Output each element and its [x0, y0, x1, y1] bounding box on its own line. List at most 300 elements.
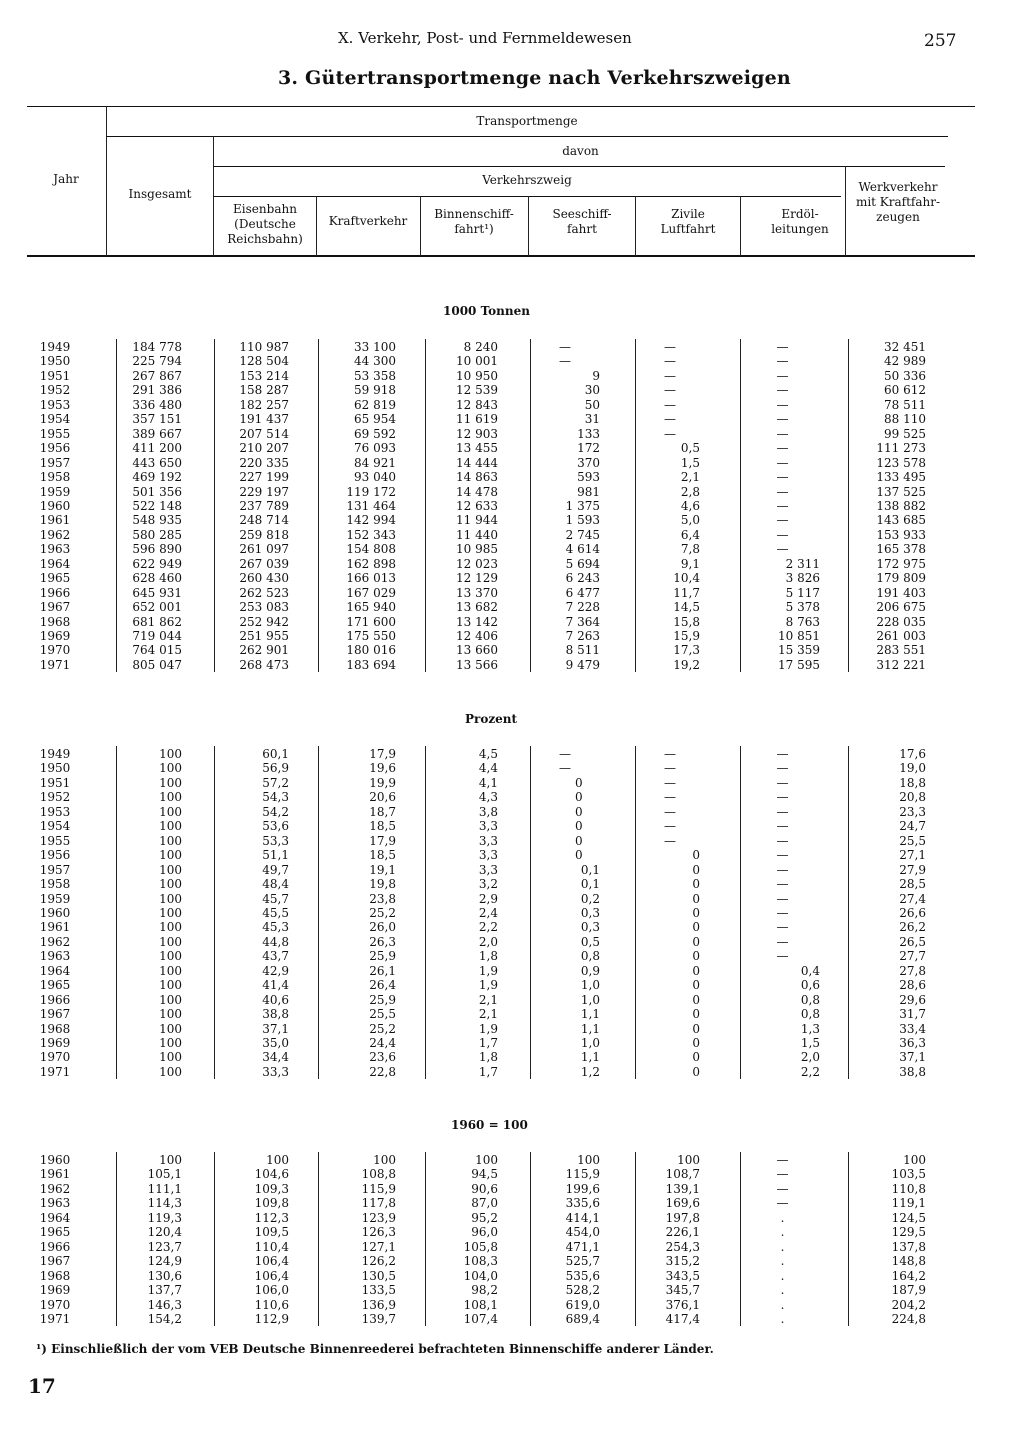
cell-erdoelleitungen: — [776, 747, 789, 761]
cell-erdoelleitungen: — [776, 1153, 789, 1167]
cell-seeschiffahrt: 0 [575, 790, 583, 805]
cell-luftfahrt: 197,8 [665, 1210, 700, 1225]
cell-binnenschiffahrt: 108,3 [463, 1254, 498, 1269]
cell-binnenschiffahrt: 1,7 [478, 1064, 498, 1079]
cell-erdoelleitungen: . [780, 1268, 785, 1283]
cell-werkverkehr: 138 882 [876, 498, 926, 513]
cell-insgesamt: 100 [159, 949, 182, 964]
cell-kraftverkehr: 180 016 [346, 643, 396, 658]
cell-seeschiffahrt: 6 243 [565, 571, 600, 586]
cell-binnenschiffahrt: 11 619 [456, 412, 498, 427]
cell-erdoelleitungen: 5 117 [785, 585, 820, 600]
cell-kraftverkehr: 126,2 [361, 1254, 396, 1269]
cell-luftfahrt: 0 [692, 1064, 700, 1079]
cell-binnenschiffahrt: 12 903 [456, 426, 498, 441]
cell-werkverkehr: 36,3 [899, 1036, 926, 1050]
cell-luftfahrt: 0 [692, 1021, 700, 1036]
cell-erdoelleitungen: 1,3 [800, 1021, 820, 1036]
cell-binnenschiffahrt: 8 240 [463, 340, 498, 354]
cell-insgesamt: 805 047 [132, 657, 182, 672]
cell-insgesamt: 100 [159, 934, 182, 949]
cell-kraftverkehr: 139,7 [361, 1311, 396, 1326]
cell-werkverkehr: 25,5 [899, 833, 926, 848]
cell-erdoelleitungen: . [780, 1297, 785, 1312]
cell-werkverkehr: 26,2 [899, 920, 926, 935]
cell-kraftverkehr: 123,9 [361, 1210, 396, 1225]
cell-werkverkehr: 20,8 [899, 790, 926, 805]
cell-year: 1960 [39, 1153, 71, 1167]
cell-kraftverkehr: 25,2 [369, 905, 396, 920]
cell-eisenbahn: 262 523 [239, 585, 289, 600]
cell-kraftverkehr: 19,6 [369, 761, 396, 776]
cell-kraftverkehr: 133,5 [361, 1283, 396, 1298]
cell-year: 1949 [39, 340, 71, 354]
cell-year: 1949 [39, 747, 71, 761]
cell-year: 1968 [39, 614, 71, 629]
header-top-rule [27, 106, 975, 107]
cell-seeschiffahrt: 5 694 [565, 556, 600, 571]
cell-year: 1967 [39, 1007, 71, 1022]
cell-year: 1970 [39, 1050, 71, 1065]
cell-erdoelleitungen: — [776, 775, 789, 790]
cell-werkverkehr: 99 525 [884, 426, 926, 441]
cell-seeschiffahrt: 535,6 [565, 1268, 600, 1283]
cell-luftfahrt: 100 [677, 1153, 700, 1167]
cell-werkverkehr: 27,7 [899, 949, 926, 964]
cell-insgesamt: 100 [159, 1036, 182, 1050]
cell-luftfahrt: 2,8 [680, 484, 700, 499]
cell-werkverkehr: 26,6 [899, 905, 926, 920]
cell-luftfahrt: — [664, 383, 676, 398]
cell-kraftverkehr: 136,9 [361, 1297, 396, 1312]
cell-year: 1967 [39, 1254, 71, 1269]
cell-seeschiffahrt: 1,0 [580, 978, 600, 993]
cell-kraftverkehr: 131 464 [346, 498, 396, 513]
cell-year: 1954 [39, 819, 71, 834]
cell-binnenschiffahrt: 13 455 [456, 441, 498, 456]
cell-binnenschiffahrt: 2,0 [478, 934, 498, 949]
cell-insgesamt: 137,7 [147, 1283, 182, 1298]
cell-werkverkehr: 18,8 [899, 775, 926, 790]
cell-year: 1963 [39, 949, 71, 964]
cell-eisenbahn: 158 287 [239, 383, 289, 398]
cell-seeschiffahrt: 0,8 [580, 949, 600, 964]
cell-year: 1962 [39, 1181, 71, 1196]
cell-luftfahrt: 108,7 [665, 1167, 700, 1182]
cell-insgesamt: 645 931 [132, 585, 182, 600]
cell-werkverkehr: 164,2 [891, 1268, 926, 1283]
cell-binnenschiffahrt: 107,4 [463, 1311, 498, 1326]
cell-kraftverkehr: 18,7 [369, 804, 396, 819]
cell-kraftverkehr: 142 994 [346, 513, 396, 528]
cell-insgesamt: 100 [159, 833, 182, 848]
cell-year: 1971 [39, 657, 71, 672]
cell-binnenschiffahrt: 2,4 [478, 905, 498, 920]
cell-luftfahrt: — [664, 747, 676, 761]
cell-seeschiffahrt: 0 [575, 819, 583, 834]
cell-luftfahrt: 0 [692, 963, 700, 978]
cell-eisenbahn: 112,9 [254, 1311, 289, 1326]
cell-insgesamt: 130,6 [147, 1268, 182, 1283]
cell-werkverkehr: 191 403 [876, 585, 926, 600]
cell-erdoelleitungen: . [780, 1210, 785, 1225]
cell-insgesamt: 100 [159, 877, 182, 892]
cell-year: 1961 [39, 513, 71, 528]
cell-kraftverkehr: 23,8 [369, 891, 396, 906]
cell-year: 1965 [39, 571, 71, 586]
cell-eisenbahn: 268 473 [239, 657, 289, 672]
cell-seeschiffahrt: 0,1 [580, 862, 600, 877]
cell-werkverkehr: 172 975 [876, 556, 926, 571]
cell-luftfahrt: 169,6 [665, 1196, 700, 1211]
cell-erdoelleitungen: — [776, 484, 789, 499]
cell-insgesamt: 622 949 [132, 556, 182, 571]
cell-kraftverkehr: 19,8 [369, 877, 396, 892]
cell-luftfahrt: 0 [692, 862, 700, 877]
cell-insgesamt: 114,3 [147, 1196, 182, 1211]
cell-seeschiffahrt: 0,5 [580, 934, 600, 949]
cell-kraftverkehr: 69 592 [354, 426, 396, 441]
cell-kraftverkehr: 152 343 [346, 527, 396, 542]
cell-werkverkehr: 137,8 [891, 1239, 926, 1254]
cell-erdoelleitungen: — [776, 891, 789, 906]
cell-seeschiffahrt: 619,0 [565, 1297, 600, 1312]
cell-werkverkehr: 28,6 [899, 978, 926, 993]
cell-luftfahrt: 0 [692, 992, 700, 1007]
cell-year: 1963 [39, 542, 71, 557]
col-werkverkehr: Werkverkehr mit Kraftfahr-zeugen [855, 180, 941, 224]
cell-werkverkehr: 24,7 [899, 819, 926, 834]
cell-seeschiffahrt: — [559, 761, 571, 776]
cell-seeschiffahrt: 0,2 [580, 891, 600, 906]
cell-eisenbahn: 227 199 [239, 470, 289, 485]
cell-werkverkehr: 224,8 [891, 1311, 926, 1326]
cell-eisenbahn: 253 083 [239, 600, 289, 615]
cell-eisenbahn: 53,6 [262, 819, 289, 834]
cell-seeschiffahrt: — [559, 340, 571, 354]
cell-binnenschiffahrt: 108,1 [463, 1297, 498, 1312]
cell-kraftverkehr: 167 029 [346, 585, 396, 600]
column-rule [740, 1152, 741, 1326]
cell-kraftverkehr: 19,9 [369, 775, 396, 790]
cell-eisenbahn: 109,5 [254, 1225, 289, 1240]
cell-erdoelleitungen: — [776, 527, 789, 542]
header-divider [528, 196, 529, 256]
cell-kraftverkehr: 108,8 [361, 1167, 396, 1182]
cell-binnenschiffahrt: 13 660 [456, 643, 498, 658]
cell-kraftverkehr: 154 808 [346, 542, 396, 557]
cell-luftfahrt: 7,8 [680, 542, 700, 557]
cell-binnenschiffahrt: 95,2 [471, 1210, 498, 1225]
cell-werkverkehr: 38,8 [899, 1064, 926, 1079]
cell-erdoelleitungen: — [776, 368, 789, 383]
cell-year: 1963 [39, 1196, 71, 1211]
cell-seeschiffahrt: 0,3 [580, 905, 600, 920]
cell-erdoelleitungen: — [776, 790, 789, 805]
cell-binnenschiffahrt: 94,5 [471, 1167, 498, 1182]
cell-erdoelleitungen: — [776, 1167, 789, 1182]
cell-year: 1952 [39, 383, 71, 398]
cell-year: 1966 [39, 1239, 71, 1254]
cell-seeschiffahrt: 199,6 [565, 1181, 600, 1196]
cell-luftfahrt: 15,8 [673, 614, 700, 629]
cell-binnenschiffahrt: 3,3 [478, 833, 498, 848]
cell-insgesamt: 291 386 [132, 383, 182, 398]
cell-insgesamt: 100 [159, 1021, 182, 1036]
cell-insgesamt: 100 [159, 1064, 182, 1079]
cell-seeschiffahrt: 7 364 [565, 614, 600, 629]
cell-kraftverkehr: 175 550 [346, 629, 396, 643]
cell-luftfahrt: — [664, 761, 676, 776]
cell-werkverkehr: 27,4 [899, 891, 926, 906]
cell-erdoelleitungen: . [780, 1311, 785, 1326]
cell-binnenschiffahrt: 14 863 [456, 470, 498, 485]
cell-kraftverkehr: 33 100 [354, 340, 396, 354]
cell-luftfahrt: — [664, 775, 676, 790]
header-divider [316, 196, 317, 256]
cell-erdoelleitungen: — [776, 412, 789, 427]
cell-seeschiffahrt: 981 [577, 484, 600, 499]
cell-year: 1959 [39, 891, 71, 906]
cell-seeschiffahrt: 1 593 [565, 513, 600, 528]
cell-kraftverkehr: 53 358 [354, 368, 396, 383]
cell-erdoelleitungen: — [776, 920, 789, 935]
cell-binnenschiffahrt: 13 142 [456, 614, 498, 629]
cell-kraftverkehr: 17,9 [369, 747, 396, 761]
cell-seeschiffahrt: 454,0 [565, 1225, 600, 1240]
cell-eisenbahn: 54,3 [262, 790, 289, 805]
cell-kraftverkehr: 17,9 [369, 833, 396, 848]
cell-insgesamt: 411 200 [132, 441, 182, 456]
cell-luftfahrt: 0 [692, 978, 700, 993]
cell-luftfahrt: 0 [692, 1050, 700, 1065]
cell-binnenschiffahrt: 1,9 [478, 963, 498, 978]
cell-luftfahrt: 0 [692, 934, 700, 949]
cell-eisenbahn: 191 437 [239, 412, 289, 427]
cell-luftfahrt: — [664, 340, 676, 354]
cell-luftfahrt: 226,1 [665, 1225, 700, 1240]
cell-year: 1958 [39, 470, 71, 485]
cell-insgesamt: 357 151 [132, 412, 182, 427]
cell-seeschiffahrt: 2 745 [565, 527, 600, 542]
cell-erdoelleitungen: 2 311 [785, 556, 820, 571]
cell-insgesamt: 100 [159, 978, 182, 993]
cell-eisenbahn: 60,1 [262, 747, 289, 761]
cell-erdoelleitungen: 3 826 [785, 571, 820, 586]
cell-erdoelleitungen: . [780, 1239, 785, 1254]
cell-kraftverkehr: 165 940 [346, 600, 396, 615]
cell-year: 1950 [39, 761, 71, 776]
cell-binnenschiffahrt: 12 633 [456, 498, 498, 513]
cell-luftfahrt: 6,4 [680, 527, 700, 542]
cell-eisenbahn: 110,4 [254, 1239, 289, 1254]
cell-binnenschiffahrt: 4,3 [478, 790, 498, 805]
cell-werkverkehr: 78 511 [884, 397, 926, 412]
cell-binnenschiffahrt: 11 440 [456, 527, 498, 542]
cell-erdoelleitungen: — [776, 949, 789, 964]
cell-luftfahrt: 254,3 [665, 1239, 700, 1254]
cell-seeschiffahrt: — [559, 747, 571, 761]
transportmenge-rule [106, 136, 948, 137]
verkehrszweig-rule [213, 196, 841, 197]
cell-insgesamt: 100 [159, 992, 182, 1007]
cell-seeschiffahrt: 1,0 [580, 992, 600, 1007]
cell-binnenschiffahrt: 13 682 [456, 600, 498, 615]
cell-erdoelleitungen: 1,5 [800, 1036, 820, 1050]
cell-werkverkehr: 148,8 [891, 1254, 926, 1269]
cell-insgesamt: 100 [159, 848, 182, 863]
cell-binnenschiffahrt: 98,2 [471, 1283, 498, 1298]
cell-luftfahrt: 315,2 [665, 1254, 700, 1269]
col-luftfahrt: Zivile Luftfahrt [660, 207, 716, 236]
cell-erdoelleitungen: 17 595 [778, 657, 820, 672]
cell-eisenbahn: 210 207 [239, 441, 289, 456]
cell-kraftverkehr: 84 921 [354, 455, 396, 470]
cell-binnenschiffahrt: 12 023 [456, 556, 498, 571]
cell-seeschiffahrt: 370 [577, 455, 600, 470]
cell-eisenbahn: 56,9 [262, 761, 289, 776]
cell-insgesamt: 267 867 [132, 368, 182, 383]
cell-binnenschiffahrt: 4,5 [478, 747, 498, 761]
cell-year: 1970 [39, 1297, 71, 1312]
cell-erdoelleitungen: 15 359 [778, 643, 820, 658]
sheet-number: 17 [28, 1374, 56, 1398]
cell-insgesamt: 100 [159, 1007, 182, 1022]
cell-seeschiffahrt: 6 477 [565, 585, 600, 600]
cell-werkverkehr: 50 336 [884, 368, 926, 383]
cell-year: 1957 [39, 862, 71, 877]
cell-erdoelleitungen: — [776, 340, 789, 354]
cell-werkverkehr: 19,0 [899, 761, 926, 776]
cell-erdoelleitungen: 5 378 [785, 600, 820, 615]
cell-kraftverkehr: 126,3 [361, 1225, 396, 1240]
cell-kraftverkehr: 18,5 [369, 819, 396, 834]
cell-insgesamt: 100 [159, 1050, 182, 1065]
cell-luftfahrt: 15,9 [673, 629, 700, 643]
cell-erdoelleitungen: — [776, 383, 789, 398]
cell-kraftverkehr: 18,5 [369, 848, 396, 863]
cell-year: 1971 [39, 1311, 71, 1326]
cell-year: 1964 [39, 556, 71, 571]
cell-erdoelleitungen: — [776, 470, 789, 485]
cell-seeschiffahrt: 9 479 [565, 657, 600, 672]
cell-luftfahrt: 376,1 [665, 1297, 700, 1312]
cell-binnenschiffahrt: 2,2 [478, 920, 498, 935]
cell-year: 1969 [39, 629, 71, 643]
cell-eisenbahn: 153 214 [239, 368, 289, 383]
cell-erdoelleitungen: — [776, 542, 789, 557]
cell-eisenbahn: 262 901 [239, 643, 289, 658]
cell-kraftverkehr: 26,3 [369, 934, 396, 949]
cell-kraftverkehr: 25,9 [369, 949, 396, 964]
cell-werkverkehr: 165 378 [876, 542, 926, 557]
cell-binnenschiffahrt: 10 985 [456, 542, 498, 557]
cell-insgesamt: 580 285 [132, 527, 182, 542]
cell-kraftverkehr: 25,5 [369, 1007, 396, 1022]
cell-erdoelleitungen: — [776, 804, 789, 819]
cell-werkverkehr: 26,5 [899, 934, 926, 949]
cell-binnenschiffahrt: 13 566 [456, 657, 498, 672]
cell-binnenschiffahrt: 12 843 [456, 397, 498, 412]
cell-werkverkehr: 100 [903, 1153, 926, 1167]
cell-eisenbahn: 237 789 [239, 498, 289, 513]
cell-kraftverkehr: 26,4 [369, 978, 396, 993]
col-eisenbahn: Eisenbahn (Deutsche Reichsbahn) [227, 202, 303, 246]
cell-binnenschiffahrt: 3,3 [478, 848, 498, 863]
cell-seeschiffahrt: 528,2 [565, 1283, 600, 1298]
cell-werkverkehr: 103,5 [891, 1167, 926, 1182]
cell-werkverkehr: 133 495 [876, 470, 926, 485]
cell-seeschiffahrt: 50 [584, 397, 600, 412]
cell-erdoelleitungen: 8 763 [785, 614, 820, 629]
cell-binnenschiffahrt: 105,8 [463, 1239, 498, 1254]
cell-insgesamt: 501 356 [132, 484, 182, 499]
cell-binnenschiffahrt: 2,1 [478, 1007, 498, 1022]
cell-seeschiffahrt: 414,1 [565, 1210, 600, 1225]
cell-binnenschiffahrt: 13 370 [456, 585, 498, 600]
cell-erdoelleitungen: 0,8 [800, 1007, 820, 1022]
cell-binnenschiffahrt: 2,9 [478, 891, 498, 906]
cell-luftfahrt: — [664, 354, 676, 369]
cell-seeschiffahrt: 7 263 [565, 629, 600, 643]
cell-binnenschiffahrt: 14 444 [456, 455, 498, 470]
cell-erdoelleitungen: — [776, 761, 789, 776]
cell-eisenbahn: 110 987 [239, 340, 289, 354]
cell-seeschiffahrt: 7 228 [565, 600, 600, 615]
cell-seeschiffahrt: 0,3 [580, 920, 600, 935]
cell-luftfahrt: 0 [692, 920, 700, 935]
cell-werkverkehr: 31,7 [899, 1007, 926, 1022]
cell-werkverkehr: 27,1 [899, 848, 926, 863]
cell-year: 1954 [39, 412, 71, 427]
cell-kraftverkehr: 166 013 [346, 571, 396, 586]
col-binnenschiffahrt: Binnenschiff-fahrt¹) [434, 207, 514, 236]
cell-eisenbahn: 259 818 [239, 527, 289, 542]
cell-insgesamt: 336 480 [132, 397, 182, 412]
cell-erdoelleitungen: — [776, 397, 789, 412]
cell-werkverkehr: 312 221 [876, 657, 926, 672]
cell-year: 1959 [39, 484, 71, 499]
cell-kraftverkehr: 22,8 [369, 1064, 396, 1079]
cell-erdoelleitungen: — [776, 1196, 789, 1211]
cell-year: 1966 [39, 992, 71, 1007]
col-jahr: Jahr [53, 172, 79, 186]
cell-year: 1964 [39, 1210, 71, 1225]
cell-werkverkehr: 60 612 [884, 383, 926, 398]
cell-erdoelleitungen: 0,8 [800, 992, 820, 1007]
cell-insgesamt: 100 [159, 804, 182, 819]
cell-year: 1965 [39, 978, 71, 993]
cell-werkverkehr: 143 685 [876, 513, 926, 528]
cell-year: 1968 [39, 1268, 71, 1283]
cell-werkverkehr: 29,6 [899, 992, 926, 1007]
cell-luftfahrt: 417,4 [665, 1311, 700, 1326]
cell-eisenbahn: 100 [266, 1153, 289, 1167]
cell-kraftverkehr: 62 819 [354, 397, 396, 412]
cell-luftfahrt: 0 [692, 1036, 700, 1050]
cell-eisenbahn: 106,4 [254, 1254, 289, 1269]
cell-luftfahrt: — [664, 426, 676, 441]
cell-eisenbahn: 40,6 [262, 992, 289, 1007]
cell-werkverkehr: 129,5 [891, 1225, 926, 1240]
cell-binnenschiffahrt: 100 [475, 1153, 498, 1167]
cell-binnenschiffahrt: 96,0 [471, 1225, 498, 1240]
cell-insgesamt: 100 [159, 747, 182, 761]
cell-year: 1957 [39, 455, 71, 470]
cell-werkverkehr: 153 933 [876, 527, 926, 542]
cell-werkverkehr: 261 003 [876, 629, 926, 643]
cell-erdoelleitungen: 2,0 [800, 1050, 820, 1065]
